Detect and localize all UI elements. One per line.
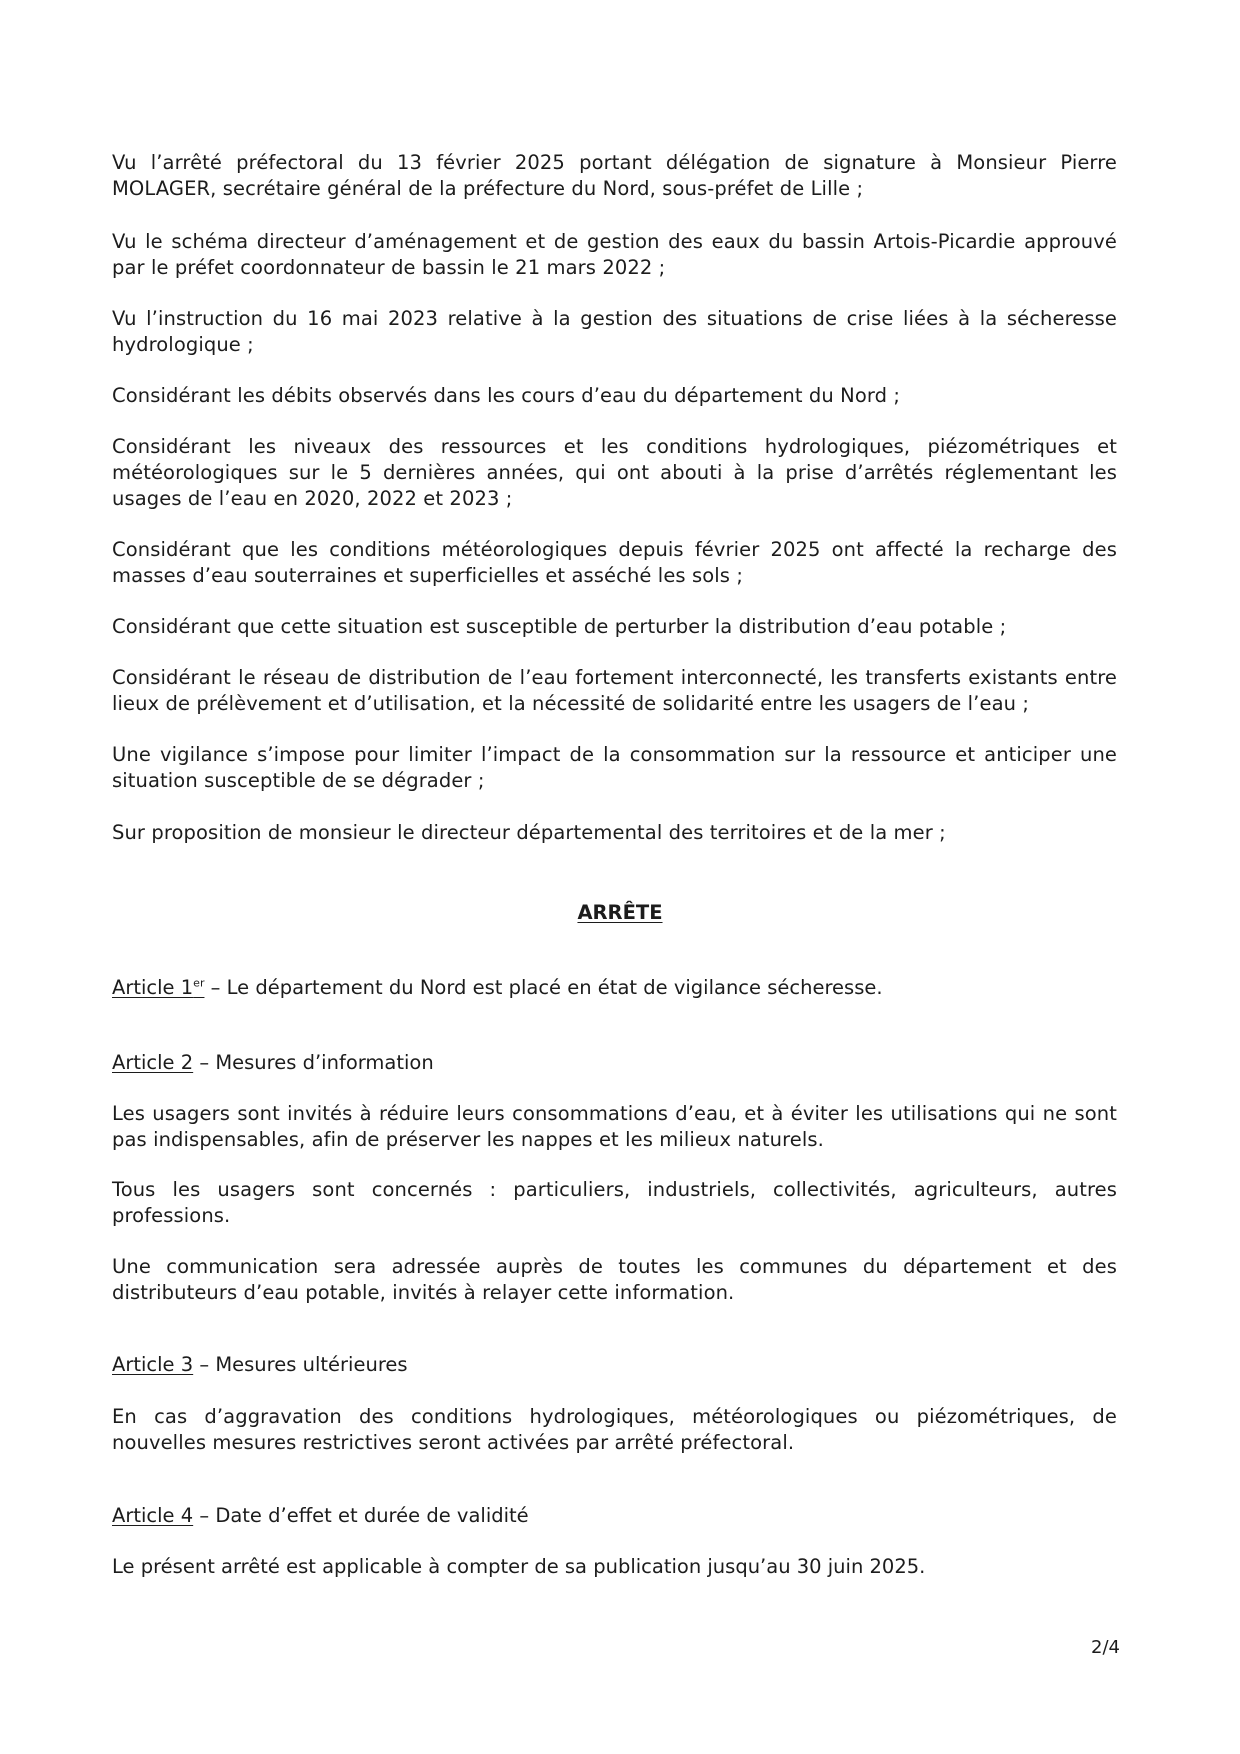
article-2-label: Article 2: [112, 1051, 194, 1074]
considerant-paragraph: Vu l’arrêté préfectoral du 13 février 2025 portant délégation de signature à Monsieur Pierre MOLAGER, secrétaire général de la préfecture du Nord, sous-préfet de Lille ;: [112, 151, 1117, 200]
article-4-label: Article 4: [112, 1504, 194, 1527]
arrete-title: ARRÊTE: [577, 901, 663, 924]
considerant-paragraph: Considérant les débits observés dans les cours d’eau du département du Nord ;: [112, 384, 901, 407]
article-2-paragraph: Les usagers sont invités à réduire leurs consommations d’eau, et à éviter les utilisations qui ne sont pas indispensables, afin de préserver les nappes et les milieux naturels.: [112, 1102, 1117, 1151]
considerant-paragraph: Considérant que les conditions météorologiques depuis février 2025 ont affecté la recharge des masses d’eau souterraines et superficielles et asséché les sols ;: [112, 538, 1117, 587]
considerant-paragraph: Vu l’instruction du 16 mai 2023 relative à la gestion des situations de crise liées à la sécheresse hydrologique ;: [112, 307, 1117, 356]
considerant-paragraph: Considérant que cette situation est susceptible de perturber la distribution d’eau potable ;: [112, 615, 1007, 638]
article-4-paragraph: Le présent arrêté est applicable à compter de sa publication jusqu’au 30 juin 2025.: [112, 1555, 926, 1578]
page-number: 2/4: [1091, 1637, 1120, 1658]
article-3-label: Article 3: [112, 1353, 194, 1376]
article-2-paragraph: Tous les usagers sont concernés : particuliers, industriels, collectivités, agriculteurs, autres professions.: [112, 1178, 1117, 1227]
article-4-heading: [112, 1503, 529, 1529]
considerant-paragraph: Une vigilance s’impose pour limiter l’impact de la consommation sur la ressource et anticiper une situation susceptible de se dégrader ;: [112, 743, 1117, 792]
article-1-text: – Le département du Nord est placé en état de vigilance sécheresse.: [204, 976, 883, 999]
considerant-paragraph: Sur proposition de monsieur le directeur départemental des territoires et de la mer ;: [112, 821, 946, 844]
considerant-paragraph: Vu le schéma directeur d’aménagement et de gestion des eaux du bassin Artois-Picardie approuvé par le préfet coordonnateur de bassin le 21 mars 2022 ;: [112, 230, 1117, 279]
article-3-heading: [112, 1352, 408, 1378]
article-2-paragraph: Une communication sera adressée auprès de toutes les communes du département et des distributeurs d’eau potable, invités à relayer cette information.: [112, 1255, 1117, 1304]
article-2-heading: [112, 1050, 434, 1076]
considerant-paragraph: Considérant les niveaux des ressources et les conditions hydrologiques, piézométriques et météorologiques sur le 5 dernières années, qui ont abouti à la prise d’arrêtés réglementant les usages de l’eau en 2020, 2022 et 2023 ;: [112, 435, 1117, 510]
article-1-label: Article 1er: [112, 976, 205, 999]
article-4-title: – Date d’effet et durée de validité: [193, 1504, 529, 1527]
article-2-title: – Mesures d’information: [193, 1051, 434, 1074]
considerant-paragraph: Considérant le réseau de distribution de l’eau fortement interconnecté, les transferts existants entre lieux de prélèvement et d’utilisation, et la nécessité de solidarité entre les usagers de l’eau ;: [112, 666, 1117, 715]
article-1: [112, 975, 883, 1001]
article-3-title: – Mesures ultérieures: [193, 1353, 408, 1376]
article-3-paragraph: En cas d’aggravation des conditions hydrologiques, météorologiques ou piézométriques, de nouvelles mesures restrictives seront activées par arrêté préfectoral.: [112, 1405, 1117, 1454]
